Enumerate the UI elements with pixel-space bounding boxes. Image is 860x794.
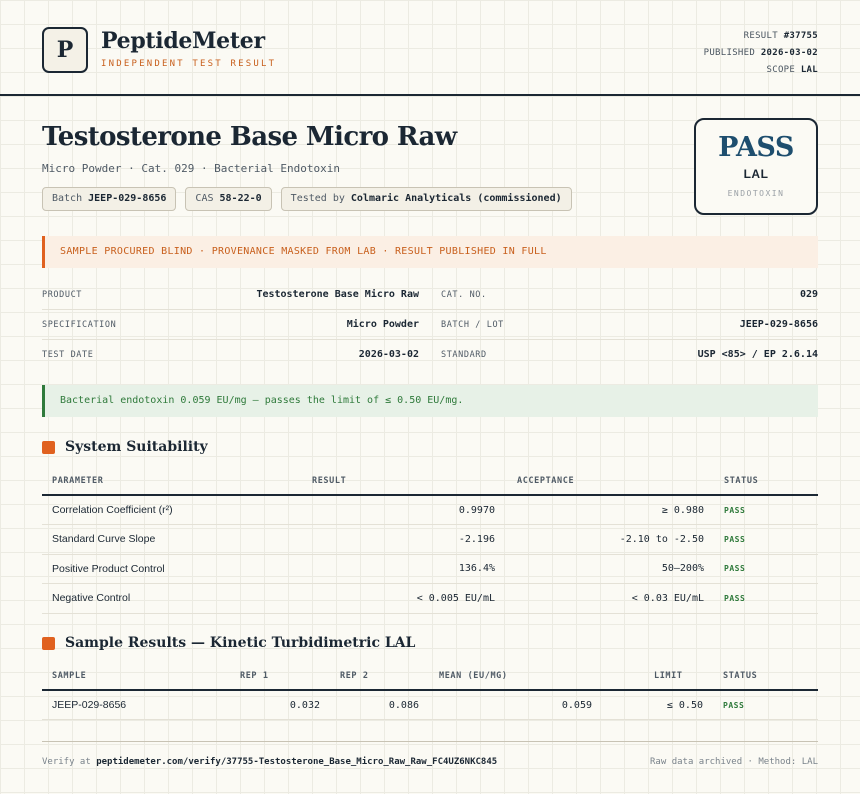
parameter-cell: Standard Curve Slope xyxy=(42,525,312,555)
meta-value: LAL xyxy=(800,65,818,75)
table-row xyxy=(42,690,818,720)
info-value: 029 xyxy=(799,289,818,300)
column-header: STATUS xyxy=(713,662,818,690)
info-value: Micro Powder xyxy=(346,319,419,330)
meta-label: PUBLISHED xyxy=(703,48,756,58)
parameter-cell: Negative Control xyxy=(42,584,312,614)
result-meta xyxy=(704,28,818,79)
status-badge: PASS xyxy=(713,690,818,720)
logo-icon: P xyxy=(42,27,88,73)
stamp-category: ENDOTOXIN xyxy=(727,189,785,198)
result-summary-banner: Bacterial endotoxin 0.059 EU/mg — passes the limit of ≤ 0.50 EU/mg. xyxy=(42,385,818,417)
column-header: PARAMETER xyxy=(42,467,312,495)
page-title: Testosterone Base Micro Raw xyxy=(42,122,457,152)
footer xyxy=(42,741,818,781)
acceptance-cell: ≥ 0.980 xyxy=(505,495,714,525)
rep1-cell: 0.032 xyxy=(230,690,330,720)
page-subtitle: Micro Powder · Cat. 029 · Bacterial Endotoxin xyxy=(42,162,341,175)
column-header: LIMIT xyxy=(602,662,713,690)
result-cell: 0.9970 xyxy=(312,495,505,525)
column-header: REP 2 xyxy=(330,662,429,690)
verify-link[interactable]: peptidemeter.com/verify/37755-Testosterone_Base_Micro_Raw_Raw_FC4UZ6NKC845 xyxy=(96,757,498,767)
column-header: REP 1 xyxy=(230,662,330,690)
column-header: SAMPLE xyxy=(42,662,230,690)
info-label: TEST DATE xyxy=(42,350,94,360)
info-row xyxy=(42,310,818,340)
meta-value: #37755 xyxy=(783,31,818,41)
info-value: 2026-03-02 xyxy=(358,349,419,360)
column-header: ACCEPTANCE xyxy=(505,467,714,495)
archive-note: Raw data archived · Method: LAL xyxy=(650,757,818,767)
verify-prefix: Verify at xyxy=(42,757,91,767)
meta-label: RESULT xyxy=(743,31,778,41)
mean-cell: 0.059 xyxy=(429,690,602,720)
table-row xyxy=(42,554,818,584)
info-label: SPECIFICATION xyxy=(42,320,117,330)
chip-value: 58-22-0 xyxy=(219,193,262,204)
info-value: USP <85> / EP 2.6.14 xyxy=(697,349,818,360)
chip-label: Batch xyxy=(52,193,83,204)
column-header: STATUS xyxy=(714,467,818,495)
meta-scope xyxy=(704,62,818,79)
meta-value: 2026-03-02 xyxy=(760,48,818,58)
parameter-cell: Positive Product Control xyxy=(42,554,312,584)
status-badge: PASS xyxy=(714,495,818,525)
samples-heading xyxy=(42,635,415,651)
info-row xyxy=(42,340,818,370)
section-marker-icon xyxy=(42,441,55,454)
table-header-row xyxy=(42,662,818,690)
stamp-verdict: PASS xyxy=(718,132,794,163)
info-label: CAT. NO. xyxy=(441,290,487,300)
table-row xyxy=(42,495,818,525)
info-label: BATCH / LOT xyxy=(441,320,504,330)
cas-chip xyxy=(185,187,271,211)
parameter-cell: Correlation Coefficient (r²) xyxy=(42,495,312,525)
status-badge: PASS xyxy=(714,554,818,584)
table-header-row xyxy=(42,467,818,495)
info-grid xyxy=(42,280,818,370)
section-title: Sample Results — Kinetic Turbidimetric LAL xyxy=(65,635,416,651)
stamp-method: LAL xyxy=(743,167,769,181)
brand-name: PeptideMeter xyxy=(101,28,265,54)
batch-chip xyxy=(42,187,176,211)
header xyxy=(0,0,860,96)
status-badge: PASS xyxy=(714,525,818,555)
result-cell: < 0.005 EU/mL xyxy=(312,584,505,614)
chip-label: CAS xyxy=(195,193,214,204)
section-marker-icon xyxy=(42,637,55,650)
info-label: STANDARD xyxy=(441,350,487,360)
chip-value: Colmaric Analyticals (commissioned) xyxy=(350,193,562,204)
status-badge: PASS xyxy=(714,584,818,614)
table-row xyxy=(42,525,818,555)
chip-row xyxy=(42,187,572,211)
acceptance-cell: 50–200% xyxy=(505,554,714,584)
meta-label: SCOPE xyxy=(766,65,796,75)
verify-text xyxy=(42,757,497,767)
suitability-table xyxy=(42,467,818,614)
info-row xyxy=(42,280,818,310)
info-value: Testosterone Base Micro Raw xyxy=(256,289,419,300)
suitability-heading xyxy=(42,439,208,455)
procurement-banner: SAMPLE PROCURED BLIND · PROVENANCE MASKED FROM LAB · RESULT PUBLISHED IN FULL xyxy=(42,236,818,268)
column-header: MEAN (EU/MG) xyxy=(429,662,602,690)
section-title: System Suitability xyxy=(65,439,208,455)
pass-stamp xyxy=(694,118,818,215)
tested-by-chip xyxy=(281,187,572,211)
chip-label: Tested by xyxy=(290,193,345,204)
meta-result xyxy=(704,28,818,45)
limit-cell: ≤ 0.50 xyxy=(602,690,713,720)
chip-value: JEEP-029-8656 xyxy=(88,193,167,204)
rep2-cell: 0.086 xyxy=(330,690,429,720)
info-label: PRODUCT xyxy=(42,290,83,300)
sample-cell: JEEP-029-8656 xyxy=(42,690,230,720)
meta-published xyxy=(704,45,818,62)
acceptance-cell: < 0.03 EU/mL xyxy=(505,584,714,614)
brand-tagline: INDEPENDENT TEST RESULT xyxy=(101,59,277,69)
info-value: JEEP-029-8656 xyxy=(739,319,818,330)
samples-table xyxy=(42,662,818,720)
table-row xyxy=(42,584,818,614)
column-header: RESULT xyxy=(312,467,505,495)
result-cell: 136.4% xyxy=(312,554,505,584)
acceptance-cell: -2.10 to -2.50 xyxy=(505,525,714,555)
result-cell: -2.196 xyxy=(312,525,505,555)
